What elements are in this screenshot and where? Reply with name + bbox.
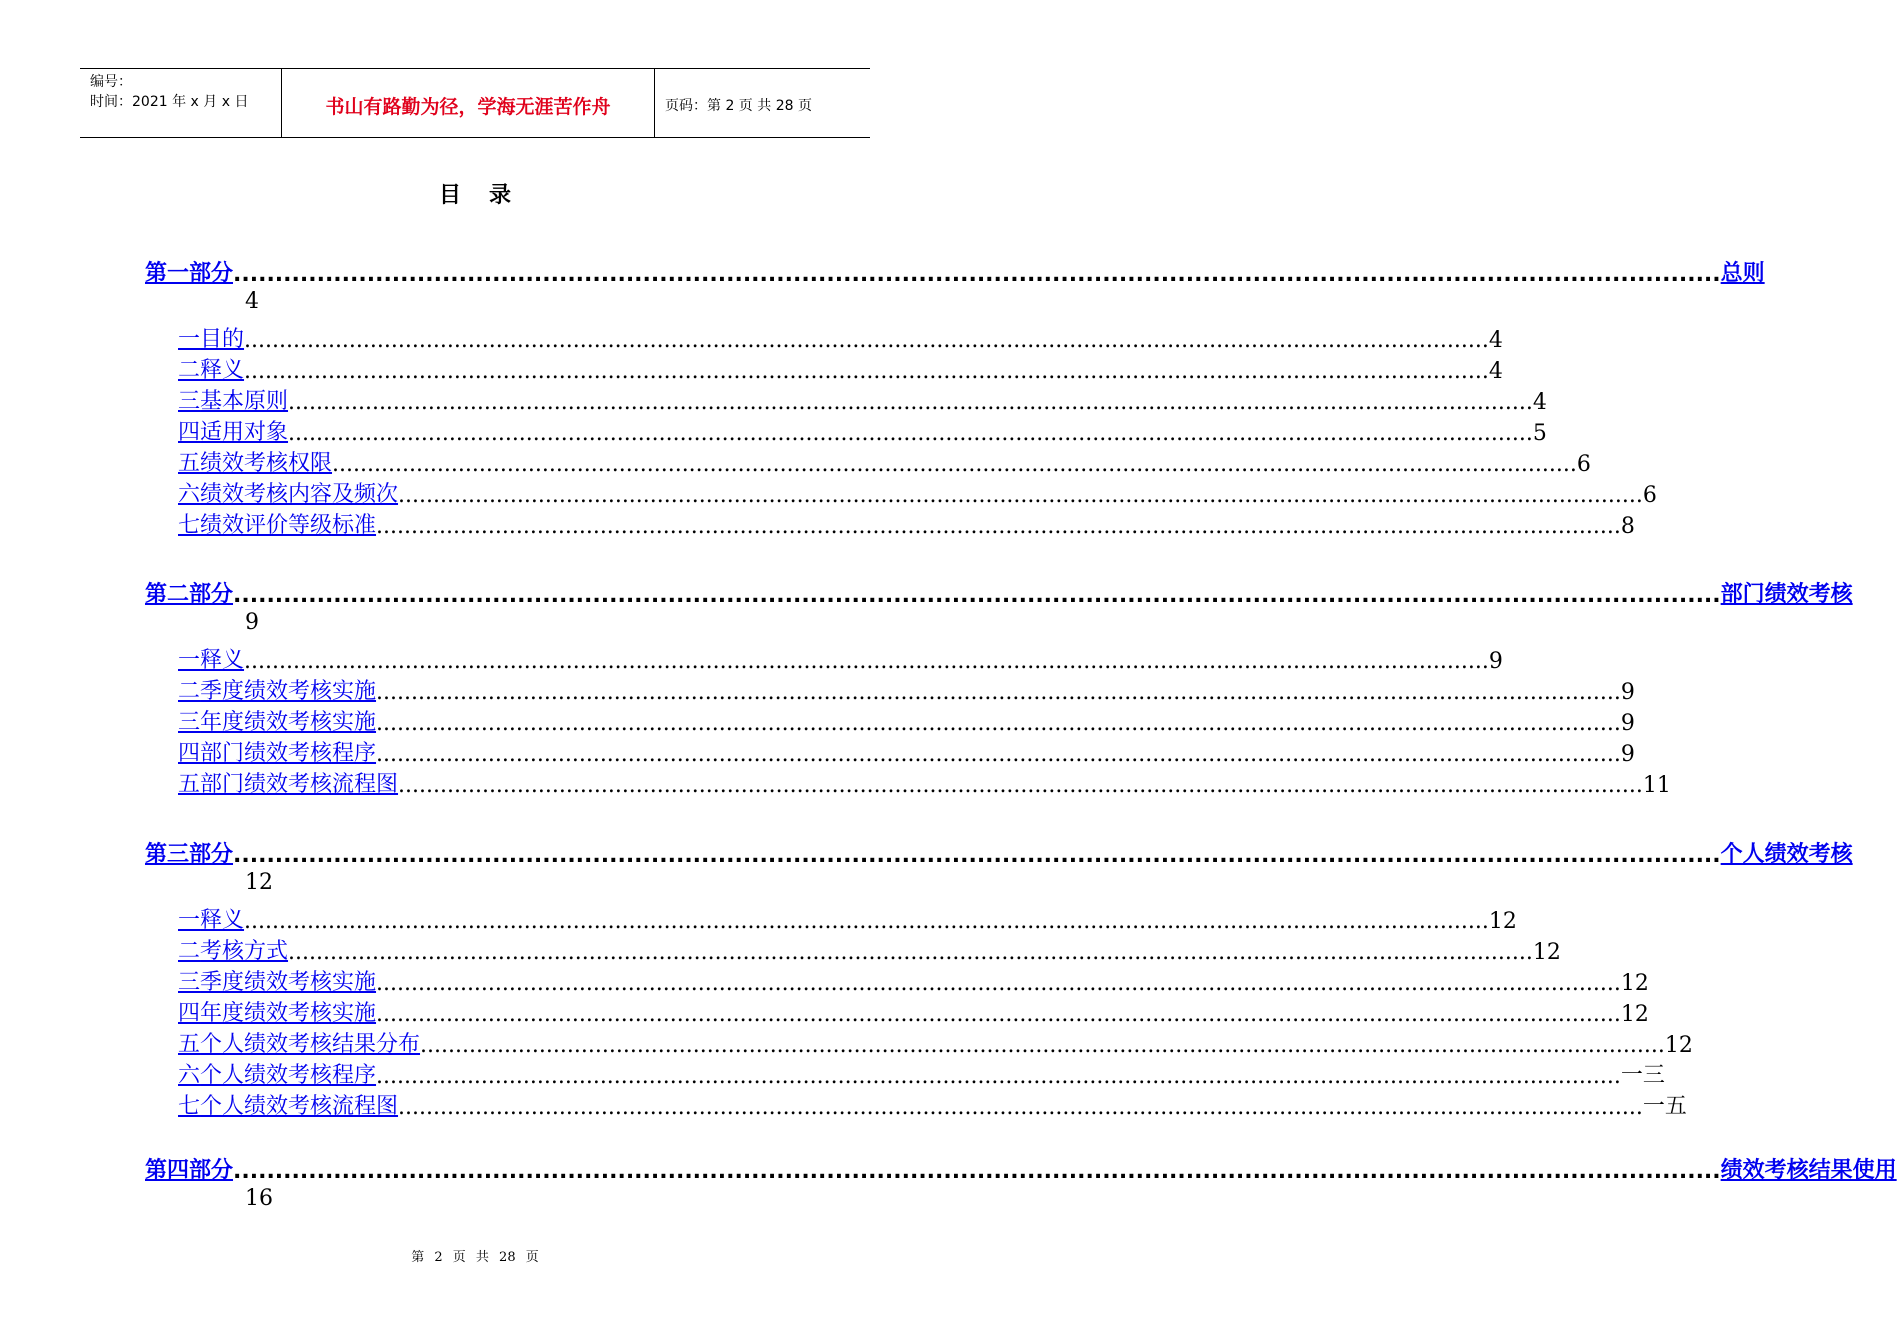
- number-label: 编号：: [90, 74, 132, 90]
- toc-part-row: [145, 834, 1853, 868]
- time-label: 时间：2021 年 x 月 x 日: [90, 94, 249, 110]
- toc-item-page: 5: [1532, 421, 1547, 446]
- toc-item-number-link[interactable]: 四: [178, 1001, 201, 1026]
- toc-item-number-link[interactable]: 二: [178, 679, 201, 704]
- toc-leader-dots: ..................................................................................................................................................................................: [376, 1064, 1621, 1089]
- toc-item-row: [178, 904, 1517, 934]
- toc-item-page: 9: [1620, 742, 1635, 767]
- toc-leader-dots: ..................................................................................................................................................................................: [398, 773, 1643, 798]
- toc-item-name-link[interactable]: 季度绩效考核实施: [200, 970, 377, 995]
- toc-item-row: [178, 675, 1635, 705]
- toc-item-name-link[interactable]: 个人绩效考核程序: [200, 1063, 377, 1088]
- toc-item-number-link[interactable]: 五: [178, 772, 201, 797]
- toc-item-page: 4: [1488, 328, 1503, 353]
- toc-item-page: 12: [1620, 971, 1649, 996]
- toc-item-page: 6: [1576, 452, 1591, 477]
- toc-item-name-link[interactable]: 季度绩效考核实施: [200, 679, 377, 704]
- page-footer: 第 2 页 共 28 页: [411, 1250, 539, 1265]
- toc-item-row: [178, 1090, 1687, 1120]
- toc-leader-dots: ..................................................................................................................................................................................: [288, 421, 1533, 446]
- toc-part-title-link[interactable]: 绩效考核结果使用: [1720, 1158, 1897, 1183]
- toc-item-name-link[interactable]: 释义: [200, 358, 245, 383]
- toc-item-page: 12: [1664, 1033, 1693, 1058]
- toc-leader-dots: ..................................................................................................................................................................................: [398, 1095, 1643, 1120]
- toc-item-number-link[interactable]: 三: [178, 710, 201, 735]
- toc-item-row: [178, 323, 1503, 353]
- toc-item-page: 8: [1620, 514, 1635, 539]
- toc-part-page: 16: [245, 1186, 273, 1211]
- toc-item-number-link[interactable]: 二: [178, 939, 201, 964]
- toc-item-page: 12: [1532, 940, 1561, 965]
- toc-part-row: [145, 574, 1853, 608]
- toc-item-number-link[interactable]: 五: [178, 1032, 201, 1057]
- toc-item-name-link[interactable]: 绩效评价等级标准: [200, 513, 377, 538]
- toc-item-number-link[interactable]: 一: [178, 908, 201, 933]
- toc-item-page: 11: [1642, 773, 1671, 798]
- toc-item-name-link[interactable]: 释义: [200, 908, 245, 933]
- toc-item-row: [178, 737, 1635, 767]
- toc-leader-dots: ..................................................................................................................................................................................: [376, 971, 1621, 996]
- toc-item-page: 12: [1620, 1002, 1649, 1027]
- toc-item-row: [178, 416, 1547, 446]
- page-title: 目录: [438, 183, 539, 208]
- toc-item-name-link[interactable]: 基本原则: [200, 389, 289, 414]
- toc-leader-dots: ..................................................................................................................................................................................: [244, 328, 1489, 353]
- toc-item-page: 9: [1488, 649, 1503, 674]
- toc-item-name-link[interactable]: 年度绩效考核实施: [200, 710, 377, 735]
- toc-item-row: [178, 354, 1503, 384]
- toc-item-row: [178, 966, 1649, 996]
- toc-item-name-link[interactable]: 部门绩效考核程序: [200, 741, 377, 766]
- toc-item-name-link[interactable]: 个人绩效考核流程图: [200, 1094, 399, 1119]
- toc-leader-dots: ..................................................................................................................................................................................: [376, 1002, 1621, 1027]
- toc-item-name-link[interactable]: 部门绩效考核流程图: [200, 772, 399, 797]
- toc-item-number-link[interactable]: 四: [178, 741, 201, 766]
- toc-item-page: 一三: [1620, 1063, 1665, 1088]
- toc-item-row: [178, 385, 1547, 415]
- toc-item-name-link[interactable]: 年度绩效考核实施: [200, 1001, 377, 1026]
- toc-item-row: [178, 1028, 1693, 1058]
- toc-part-title-link[interactable]: 总则: [1720, 261, 1765, 286]
- toc-leader-dots: ..................................................................................................................................................................................: [398, 483, 1643, 508]
- toc-item-number-link[interactable]: 六: [178, 1063, 201, 1088]
- toc-item-page: 6: [1642, 483, 1657, 508]
- toc-item-number-link[interactable]: 一: [178, 327, 201, 352]
- toc-item-number-link[interactable]: 四: [178, 420, 201, 445]
- toc-item-number-link[interactable]: 五: [178, 451, 201, 476]
- toc-item-row: [178, 644, 1503, 674]
- toc-leader-dots: ..................................................................................................................................................................................: [233, 1159, 1721, 1184]
- toc-part-label-link[interactable]: 第一部分: [145, 261, 234, 286]
- toc-part-page: 12: [245, 870, 273, 895]
- toc-item-name-link[interactable]: 考核方式: [200, 939, 289, 964]
- toc-item-page: 4: [1532, 390, 1547, 415]
- toc-part-row: [145, 253, 1765, 287]
- document-header: [80, 68, 870, 138]
- toc-item-number-link[interactable]: 三: [178, 389, 201, 414]
- toc-leader-dots: ..................................................................................................................................................................................: [376, 742, 1621, 767]
- toc-item-number-link[interactable]: 二: [178, 358, 201, 383]
- toc-item-page: 4: [1488, 359, 1503, 384]
- toc-item-row: [178, 1059, 1665, 1089]
- toc-leader-dots: ..................................................................................................................................................................................: [376, 514, 1621, 539]
- toc-item-row: [178, 935, 1561, 965]
- toc-item-row: [178, 509, 1635, 539]
- toc-item-row: [178, 447, 1591, 477]
- toc-part-label-link[interactable]: 第四部分: [145, 1158, 234, 1183]
- toc-item-number-link[interactable]: 七: [178, 1094, 201, 1119]
- toc-leader-dots: ..................................................................................................................................................................................: [420, 1033, 1665, 1058]
- toc-item-number-link[interactable]: 一: [178, 648, 201, 673]
- toc-leader-dots: ..................................................................................................................................................................................: [376, 680, 1621, 705]
- toc-item-number-link[interactable]: 六: [178, 482, 201, 507]
- toc-item-name-link[interactable]: 释义: [200, 648, 245, 673]
- toc-item-row: [178, 997, 1649, 1027]
- toc-leader-dots: ..................................................................................................................................................................................: [376, 711, 1621, 736]
- toc-leader-dots: ..................................................................................................................................................................................: [233, 262, 1721, 287]
- toc-item-number-link[interactable]: 七: [178, 513, 201, 538]
- toc-item-number-link[interactable]: 三: [178, 970, 201, 995]
- toc-leader-dots: ..................................................................................................................................................................................: [332, 452, 1577, 477]
- toc-item-name-link[interactable]: 适用对象: [200, 420, 289, 445]
- header-page-info: 页码：第 2 页 共 28 页: [665, 98, 812, 114]
- toc-item-page: 9: [1620, 680, 1635, 705]
- toc-item-row: [178, 706, 1635, 736]
- toc-item-row: [178, 768, 1671, 798]
- header-motto: 书山有路勤为径，学海无涯苦作舟: [281, 69, 655, 137]
- toc-item-page: 一五: [1642, 1094, 1687, 1119]
- toc-item-name-link[interactable]: 目的: [200, 327, 245, 352]
- toc-leader-dots: ..................................................................................................................................................................................: [244, 359, 1489, 384]
- toc-part-title-link[interactable]: 部门绩效考核: [1720, 582, 1853, 607]
- toc-item-name-link[interactable]: 绩效考核内容及频次: [200, 482, 399, 507]
- toc-leader-dots: ..................................................................................................................................................................................: [244, 649, 1489, 674]
- toc-part-page: 4: [245, 289, 259, 314]
- toc-part-row: [145, 1150, 1897, 1184]
- toc-part-label-link[interactable]: 第二部分: [145, 582, 234, 607]
- toc-item-name-link[interactable]: 绩效考核权限: [200, 451, 333, 476]
- header-meta: [80, 69, 281, 137]
- toc-leader-dots: ..................................................................................................................................................................................: [288, 390, 1533, 415]
- toc-part-label-link[interactable]: 第三部分: [145, 842, 234, 867]
- toc-item-page: 9: [1620, 711, 1635, 736]
- toc-item-name-link[interactable]: 个人绩效考核结果分布: [200, 1032, 421, 1057]
- toc-item-page: 12: [1488, 909, 1517, 934]
- toc-part-page: 9: [245, 610, 259, 635]
- toc-leader-dots: ..................................................................................................................................................................................: [233, 583, 1721, 608]
- toc-leader-dots: ..................................................................................................................................................................................: [288, 940, 1533, 965]
- toc-leader-dots: ..................................................................................................................................................................................: [244, 909, 1489, 934]
- toc-part-title-link[interactable]: 个人绩效考核: [1720, 842, 1853, 867]
- toc-item-row: [178, 478, 1657, 508]
- toc-leader-dots: ..................................................................................................................................................................................: [233, 843, 1721, 868]
